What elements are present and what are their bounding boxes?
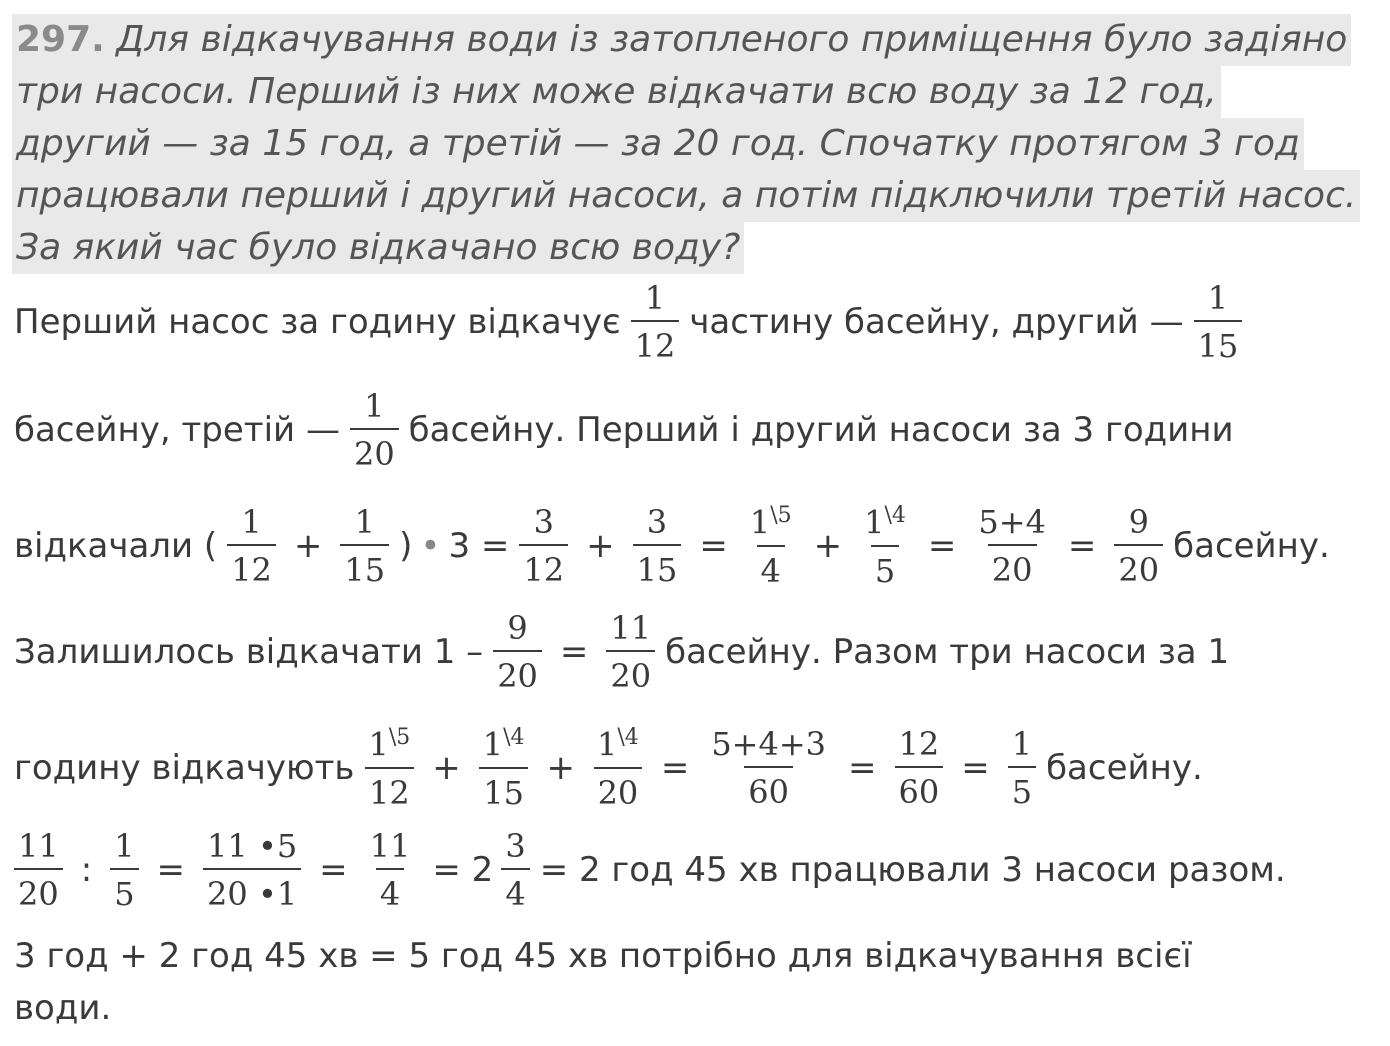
fraction: $\frac{3}{4}$ bbox=[501, 830, 529, 910]
fraction: $\frac{1}{12}$ bbox=[631, 282, 680, 362]
problem-line: 297. Для відкачування води із затопленого приміщення було задіяно bbox=[12, 14, 1351, 66]
fraction: $\frac{11 •5}{20 •1}$ bbox=[203, 830, 301, 910]
fraction: $\frac{1}{12}$ bbox=[227, 506, 276, 586]
fraction: $\frac{1}{15}$ bbox=[1194, 282, 1243, 362]
solution-line-5: годину відкачують $\frac{1^{\backslash 5}}{12}$ + $\frac{1^{\backslash 4}}{15}$ + $\frac{1^{\backslash 4}}{20}$ = $\frac{5+4+3}{60}$ = $\frac{12}{60}$ = $\frac{1}{5}$ басейну. bbox=[14, 724, 1203, 812]
fraction: $\frac{1}{15}$ bbox=[340, 506, 389, 586]
fraction: $\frac{1^{\backslash 4}}{5}$ bbox=[864, 503, 906, 590]
fraction: $\frac{5+4+3}{60}$ bbox=[711, 724, 827, 811]
solution-line-1: Перший насос за годину відкачує $\frac{1}{12}$ частину басейну, другий — $\frac{1}{15}$ bbox=[14, 282, 1384, 362]
problem-line: За який час було відкачано всю воду? bbox=[12, 222, 744, 274]
solution-line-3: відкачали ( $\frac{1}{12}$ + $\frac{1}{15}$ ) • 3 = $\frac{3}{12}$ + $\frac{3}{15}$ = $\frac{1^{\backslash 5}}{4}$ + $\frac{1^{\backslash 4}}{5}$ = $\frac{5+4}{20}$ = $\frac{9}{20}$ басейну. bbox=[14, 502, 1330, 590]
fraction: $\frac{5+4}{20}$ bbox=[978, 502, 1046, 589]
solution-line-7: 3 год + 2 год 45 хв = 5 год 45 хв потрібно для відкачування всієї bbox=[14, 936, 1192, 976]
multiply-dot: • bbox=[420, 525, 441, 566]
fraction: $\frac{9}{20}$ bbox=[493, 612, 542, 692]
fraction: $\frac{1^{\backslash 4}}{15}$ bbox=[479, 727, 529, 809]
solution-line-4: Залишилось відкачати 1 – $\frac{9}{20}$ = $\frac{11}{20}$ басейну. Разом три насоси за 1 bbox=[14, 609, 1230, 695]
fraction: $\frac{11}{20}$ bbox=[606, 612, 655, 692]
fraction: $\frac{1}{20}$ bbox=[350, 390, 399, 470]
problem-line: працювали перший і другий насоси, а потім підключили третій насос. bbox=[12, 170, 1360, 222]
fraction: $\frac{1}{5}$ bbox=[1008, 728, 1036, 808]
fraction: $\frac{1^{\backslash 5}}{4}$ bbox=[749, 503, 792, 590]
fraction: $\frac{1^{\backslash 4}}{20}$ bbox=[593, 727, 643, 809]
problem-line: другий — за 15 год, а третій — за 20 год. Спочатку протягом 3 год bbox=[12, 118, 1304, 170]
solution-line-6: $\frac{11}{20}$ : $\frac{1}{5}$ = $\frac{11 •5}{20 •1}$ = $\frac{11}{4}$ = 2 $\frac{3}{4}$ = 2 год 45 хв працювали 3 насоси разом. bbox=[4, 830, 1374, 910]
problem-line: три насоси. Перший із них може відкачати всю воду за 12 год, bbox=[12, 66, 1221, 118]
problem-number: 297. bbox=[16, 19, 105, 60]
solution-line-2: басейну, третій — $\frac{1}{20}$ басейну. Перший і другий насоси за 3 години bbox=[14, 387, 1234, 473]
problem-statement bbox=[12, 14, 1382, 274]
fraction: $\frac{9}{20}$ bbox=[1114, 506, 1163, 586]
fraction: $\frac{1}{5}$ bbox=[110, 830, 138, 910]
fraction: $\frac{11}{20}$ bbox=[14, 830, 63, 910]
fraction: $\frac{11}{4}$ bbox=[369, 827, 411, 913]
fraction: $\frac{1^{\backslash 5}}{12}$ bbox=[364, 727, 414, 809]
fraction: $\frac{12}{60}$ bbox=[895, 728, 944, 808]
fraction: $\frac{3}{15}$ bbox=[633, 506, 682, 586]
solution-line-8: води. bbox=[14, 988, 112, 1028]
fraction: $\frac{3}{12}$ bbox=[519, 506, 568, 586]
